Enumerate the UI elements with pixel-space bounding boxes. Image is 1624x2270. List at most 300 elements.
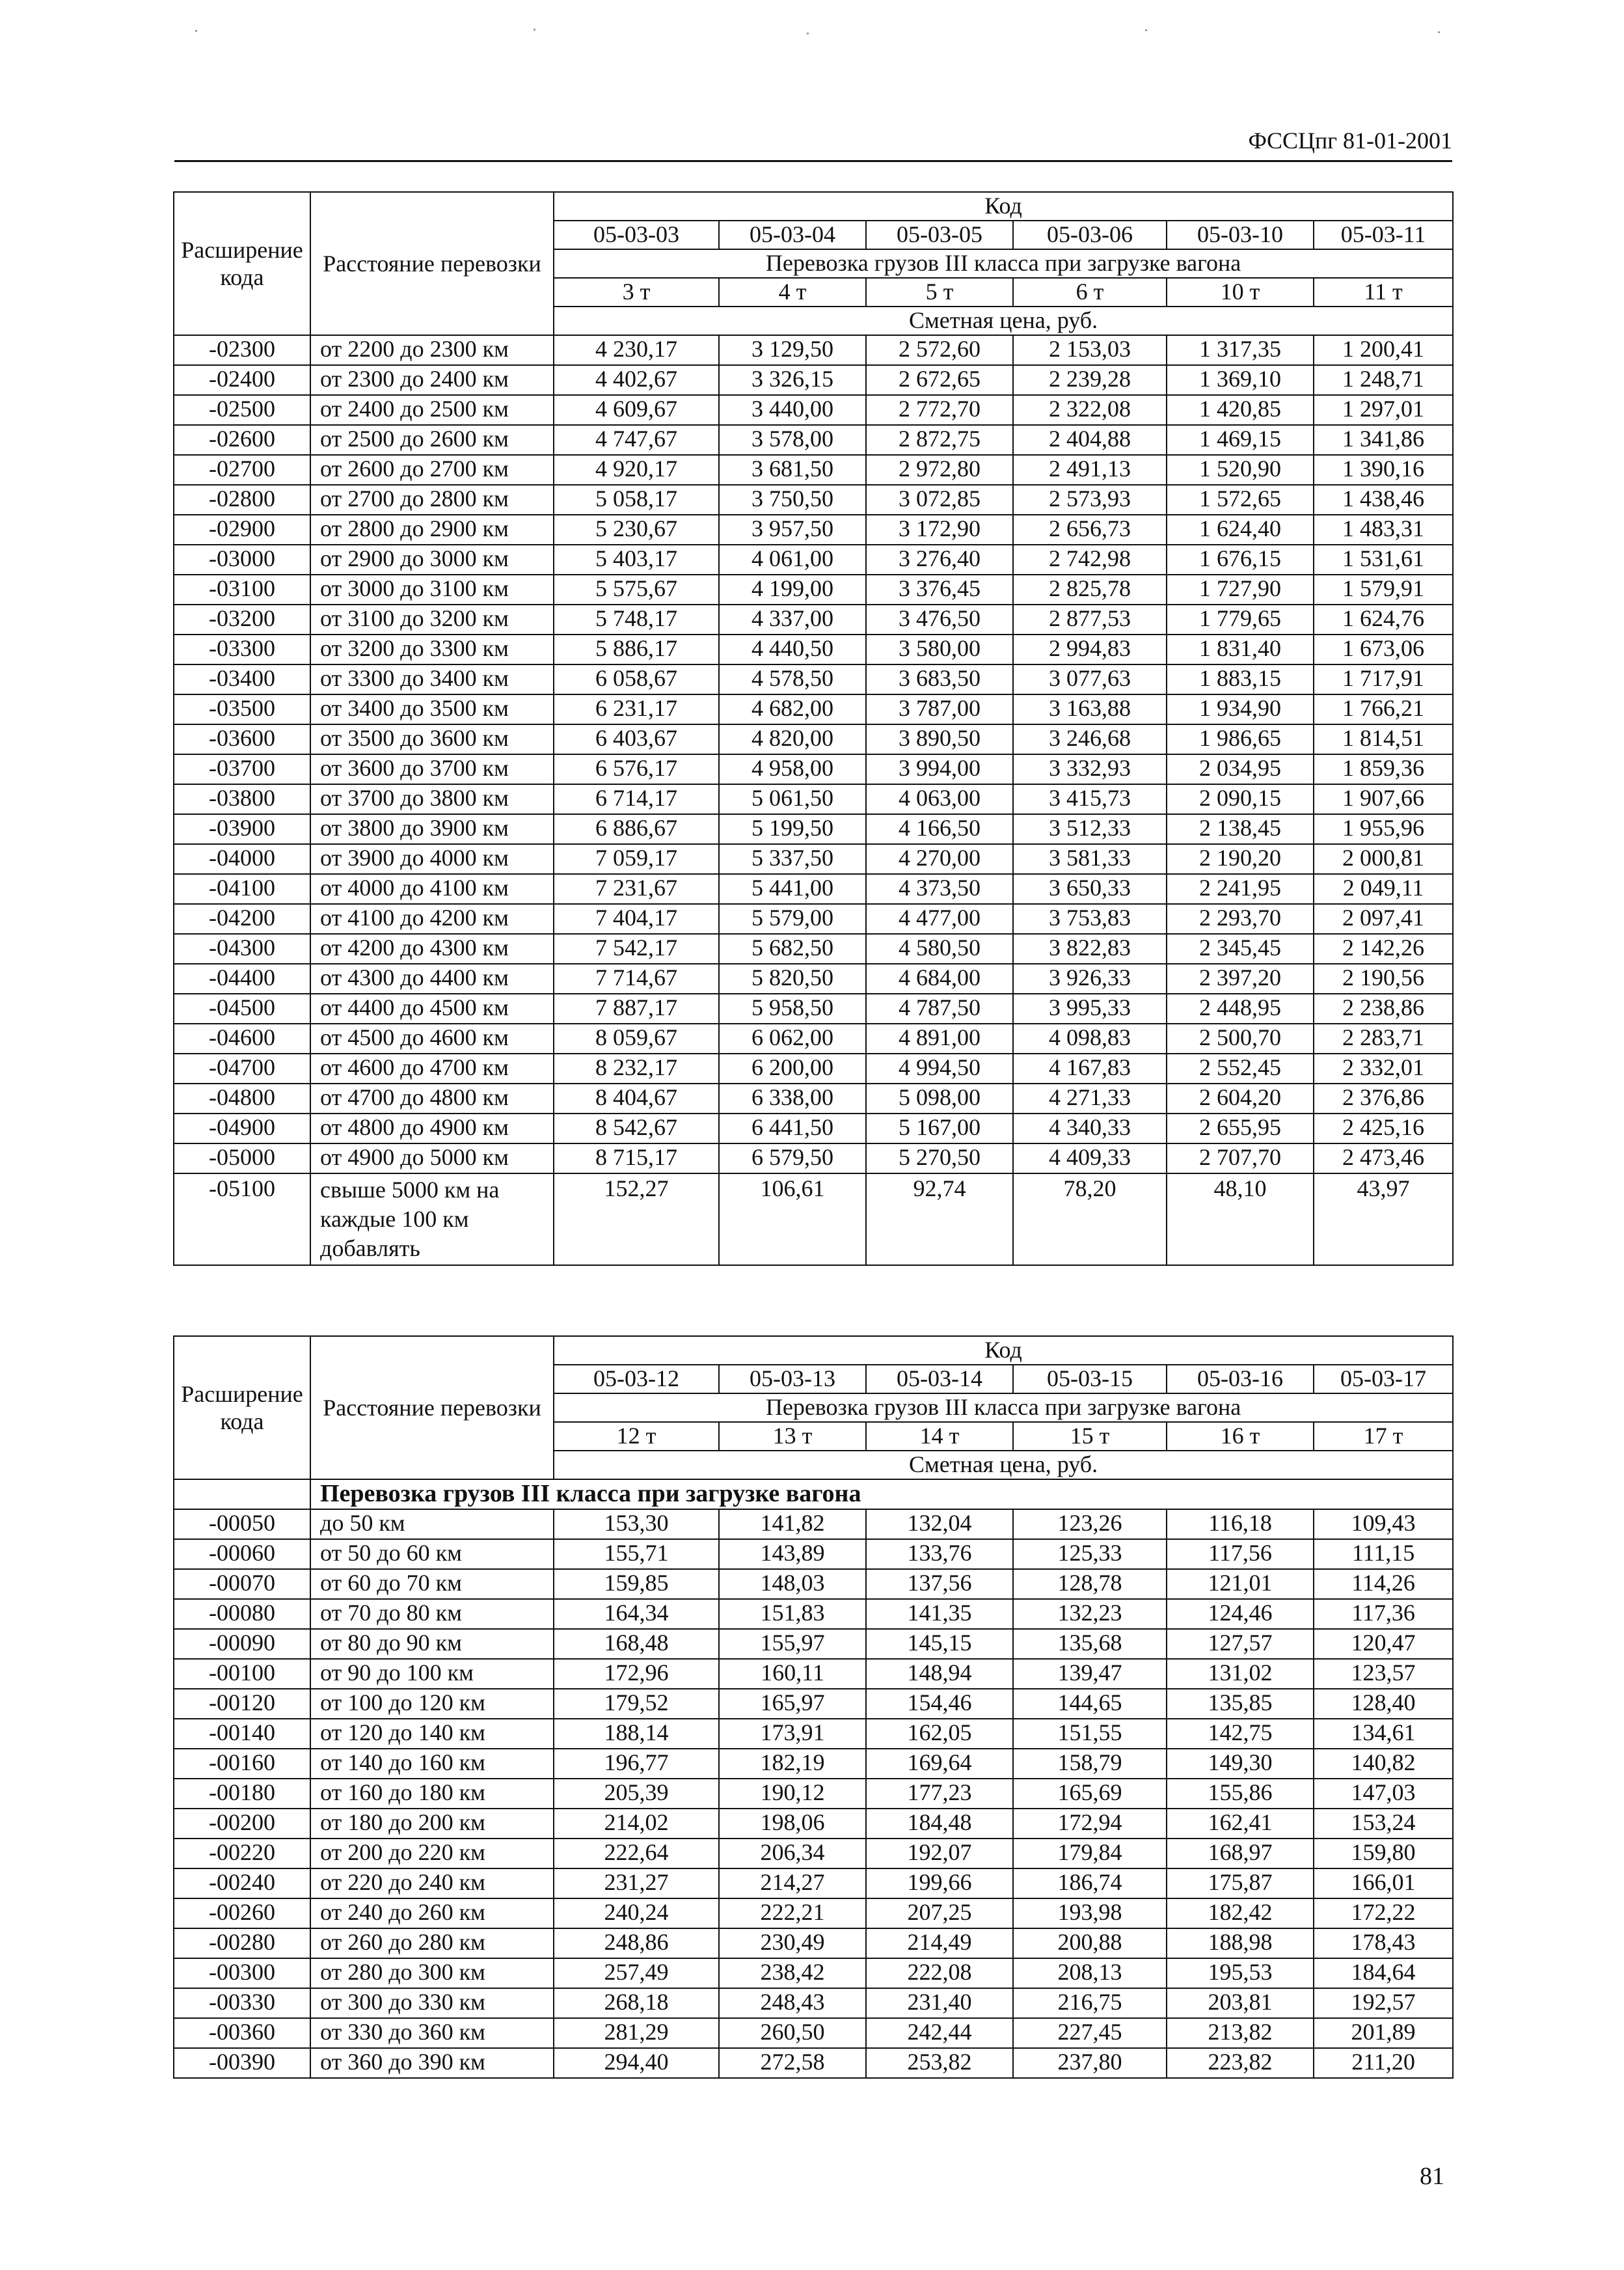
- price-cell: 125,33: [1013, 1539, 1167, 1569]
- price-cell: 6 062,00: [719, 1024, 866, 1054]
- price-cell: 164,34: [554, 1599, 719, 1629]
- price-cell: 2 293,70: [1167, 904, 1314, 934]
- price-cell: 1 520,90: [1167, 455, 1314, 485]
- price-cell: 2 190,56: [1314, 964, 1453, 994]
- price-cell: 2 322,08: [1013, 395, 1167, 425]
- load-cell: 16 т: [1167, 1422, 1314, 1451]
- scan-speck: [1438, 31, 1440, 33]
- price-cell: 4 271,33: [1013, 1084, 1167, 1114]
- price-cell: 222,21: [719, 1898, 866, 1928]
- price-cell: 193,98: [1013, 1898, 1167, 1928]
- price-cell: 1 717,91: [1314, 664, 1453, 694]
- code-extension-cell: -05100: [174, 1173, 310, 1265]
- price-cell: 162,05: [866, 1719, 1013, 1749]
- distance-cell: от 3400 до 3500 км: [310, 694, 554, 724]
- code-extension-cell: -03800: [174, 784, 310, 814]
- code-extension-cell: -02800: [174, 485, 310, 515]
- price-cell: 4 063,00: [866, 784, 1013, 814]
- code-header: Код: [554, 192, 1453, 221]
- price-cell: 1 727,90: [1167, 575, 1314, 605]
- price-cell: 2 142,26: [1314, 934, 1453, 964]
- table-row: [174, 425, 1453, 455]
- code-extension-cell: -02900: [174, 515, 310, 545]
- price-cell: 1 673,06: [1314, 635, 1453, 664]
- price-cell: 6 886,67: [554, 814, 719, 844]
- load-cell: 17 т: [1314, 1422, 1453, 1451]
- price-cell: 242,44: [866, 2018, 1013, 2048]
- price-cell: 2 500,70: [1167, 1024, 1314, 1054]
- transport-header: Перевозка грузов III класса при загрузке вагона: [554, 249, 1453, 278]
- price-cell: 2 138,45: [1167, 814, 1314, 844]
- price-cell: 5 820,50: [719, 964, 866, 994]
- price-cell: 2 742,98: [1013, 545, 1167, 575]
- price-cell: 135,68: [1013, 1629, 1167, 1659]
- price-cell: 4 199,00: [719, 575, 866, 605]
- price-cell: 294,40: [554, 2048, 719, 2078]
- distance-cell: от 3000 до 3100 км: [310, 575, 554, 605]
- price-cell: 184,64: [1314, 1958, 1453, 1988]
- price-cell: 8 542,67: [554, 1114, 719, 1143]
- price-cell: 192,07: [866, 1839, 1013, 1868]
- header-row: [174, 1336, 1453, 1365]
- price-cell: 203,81: [1167, 1988, 1314, 2018]
- price-cell: 2 425,16: [1314, 1114, 1453, 1143]
- price-cell: 3 376,45: [866, 575, 1013, 605]
- price-cell: 4 061,00: [719, 545, 866, 575]
- code-extension-cell: -03000: [174, 545, 310, 575]
- table-row: [174, 1114, 1453, 1143]
- price-cell: 6 338,00: [719, 1084, 866, 1114]
- table-row: [174, 1958, 1453, 1988]
- price-cell: 2 448,95: [1167, 994, 1314, 1024]
- price-cell: 123,57: [1314, 1659, 1453, 1689]
- price-cell: 5 886,17: [554, 635, 719, 664]
- distance-cell: от 300 до 330 км: [310, 1988, 554, 2018]
- price-cell: 2 190,20: [1167, 844, 1314, 874]
- price-cell: 216,75: [1013, 1988, 1167, 2018]
- code-extension-cell: -03500: [174, 694, 310, 724]
- price-cell: 4 409,33: [1013, 1143, 1167, 1173]
- price-cell: 227,45: [1013, 2018, 1167, 2048]
- distance-cell: от 4700 до 4800 км: [310, 1084, 554, 1114]
- price-cell: 179,52: [554, 1689, 719, 1719]
- price-cell: 2 000,81: [1314, 844, 1453, 874]
- price-cell: 147,03: [1314, 1779, 1453, 1809]
- table-row: [174, 1898, 1453, 1928]
- distance-cell: от 80 до 90 км: [310, 1629, 554, 1659]
- price-cell: 2 049,11: [1314, 874, 1453, 904]
- price-cell: 2 655,95: [1167, 1114, 1314, 1143]
- price-cell: 6 058,67: [554, 664, 719, 694]
- price-cell: 4 994,50: [866, 1054, 1013, 1084]
- price-cell: 4 891,00: [866, 1024, 1013, 1054]
- distance-cell: от 2400 до 2500 км: [310, 395, 554, 425]
- price-cell: 7 059,17: [554, 844, 719, 874]
- price-cell: 111,15: [1314, 1539, 1453, 1569]
- price-cell: 120,47: [1314, 1629, 1453, 1659]
- price-cell: 4 580,50: [866, 934, 1013, 964]
- distance-cell: от 2900 до 3000 км: [310, 545, 554, 575]
- price-cell: 151,83: [719, 1599, 866, 1629]
- price-cell: 237,80: [1013, 2048, 1167, 2078]
- distance-cell: от 60 до 70 км: [310, 1569, 554, 1599]
- section-empty-cell: [174, 1479, 310, 1509]
- distance-cell: от 100 до 120 км: [310, 1689, 554, 1719]
- code-extension-cell: -04400: [174, 964, 310, 994]
- page-header: [174, 121, 1452, 162]
- code-extension-cell: -00070: [174, 1569, 310, 1599]
- distance-cell: от 2500 до 2600 км: [310, 425, 554, 455]
- price-cell: 6 441,50: [719, 1114, 866, 1143]
- price-cell: 1 883,15: [1167, 664, 1314, 694]
- price-cell: 182,42: [1167, 1898, 1314, 1928]
- distance-cell: от 2600 до 2700 км: [310, 455, 554, 485]
- price-cell: 184,48: [866, 1809, 1013, 1839]
- price-cell: 2 707,70: [1167, 1143, 1314, 1173]
- price-cell: 5 441,00: [719, 874, 866, 904]
- price-cell: 231,40: [866, 1988, 1013, 2018]
- price-cell: 211,20: [1314, 2048, 1453, 2078]
- price-cell: 198,06: [719, 1809, 866, 1839]
- distance-cell: от 4900 до 5000 км: [310, 1143, 554, 1173]
- price-cell: 2 283,71: [1314, 1024, 1453, 1054]
- price-cell: 222,64: [554, 1839, 719, 1868]
- code-extension-cell: -00090: [174, 1629, 310, 1659]
- price-cell: 2 972,80: [866, 455, 1013, 485]
- price-cell: 132,23: [1013, 1599, 1167, 1629]
- price-cell: 205,39: [554, 1779, 719, 1809]
- price-cell: 6 579,50: [719, 1143, 866, 1173]
- price-cell: 168,97: [1167, 1839, 1314, 1868]
- code-extension-cell: -03700: [174, 754, 310, 784]
- table-row: [174, 1839, 1453, 1868]
- price-cell: 268,18: [554, 1988, 719, 2018]
- col-header-distance: Расстояние перевозки: [310, 192, 554, 335]
- table-row: [174, 1779, 1453, 1809]
- code-extension-cell: -00140: [174, 1719, 310, 1749]
- price-cell: 1 579,91: [1314, 575, 1453, 605]
- table-row: [174, 635, 1453, 664]
- code-extension-cell: -02400: [174, 365, 310, 395]
- price-cell: 154,46: [866, 1689, 1013, 1719]
- price-cell: 2 239,28: [1013, 365, 1167, 395]
- price-table-1: [173, 191, 1454, 1266]
- price-cell: 139,47: [1013, 1659, 1167, 1689]
- table-row: [174, 1629, 1453, 1659]
- price-cell: 281,29: [554, 2018, 719, 2048]
- price-cell: 6 714,17: [554, 784, 719, 814]
- price-cell: 2 332,01: [1314, 1054, 1453, 1084]
- price-cell: 222,08: [866, 1958, 1013, 1988]
- price-cell: 3 440,00: [719, 395, 866, 425]
- price-cell: 1 955,96: [1314, 814, 1453, 844]
- code-extension-cell: -00050: [174, 1509, 310, 1539]
- code-extension-cell: -03900: [174, 814, 310, 844]
- table-row: [174, 1749, 1453, 1779]
- price-cell: 4 270,00: [866, 844, 1013, 874]
- distance-cell: от 140 до 160 км: [310, 1749, 554, 1779]
- price-cell: 168,48: [554, 1629, 719, 1659]
- price-cell: 78,20: [1013, 1173, 1167, 1265]
- table-row: [174, 335, 1453, 365]
- price-cell: 173,91: [719, 1719, 866, 1749]
- price-cell: 182,19: [719, 1749, 866, 1779]
- distance-cell: от 4100 до 4200 км: [310, 904, 554, 934]
- price-cell: 1 420,85: [1167, 395, 1314, 425]
- distance-cell: от 160 до 180 км: [310, 1779, 554, 1809]
- price-cell: 1 438,46: [1314, 485, 1453, 515]
- price-cell: 121,01: [1167, 1569, 1314, 1599]
- document-code: ФССЦпг 81-01-2001: [1248, 128, 1452, 154]
- table-row: [174, 724, 1453, 754]
- price-cell: 3 890,50: [866, 724, 1013, 754]
- price-cell: 117,56: [1167, 1539, 1314, 1569]
- price-cell: 2 877,53: [1013, 605, 1167, 635]
- price-cell: 8 404,67: [554, 1084, 719, 1114]
- distance-cell: от 90 до 100 км: [310, 1659, 554, 1689]
- code-cell: 05-03-03: [554, 221, 719, 249]
- price-cell: 175,87: [1167, 1868, 1314, 1898]
- distance-cell: от 3100 до 3200 км: [310, 605, 554, 635]
- scan-speck: [807, 33, 809, 34]
- code-extension-cell: -00300: [174, 1958, 310, 1988]
- col-header-extension: Расширение кода: [174, 1336, 310, 1479]
- price-cell: 1 907,66: [1314, 784, 1453, 814]
- price-cell: 160,11: [719, 1659, 866, 1689]
- price-cell: 2 994,83: [1013, 635, 1167, 664]
- price-cell: 3 750,50: [719, 485, 866, 515]
- price-cell: 153,24: [1314, 1809, 1453, 1839]
- distance-cell: от 240 до 260 км: [310, 1898, 554, 1928]
- price-cell: 3 957,50: [719, 515, 866, 545]
- price-cell: 4 477,00: [866, 904, 1013, 934]
- price-cell: 165,97: [719, 1689, 866, 1719]
- distance-cell: от 3200 до 3300 км: [310, 635, 554, 664]
- price-cell: 1 766,21: [1314, 694, 1453, 724]
- price-cell: 2 097,41: [1314, 904, 1453, 934]
- distance-cell: от 4600 до 4700 км: [310, 1054, 554, 1084]
- price-cell: 3 246,68: [1013, 724, 1167, 754]
- price-cell: 7 404,17: [554, 904, 719, 934]
- scan-speck: [195, 30, 197, 32]
- price-cell: 155,97: [719, 1629, 866, 1659]
- price-cell: 1 248,71: [1314, 365, 1453, 395]
- price-cell: 238,42: [719, 1958, 866, 1988]
- price-cell: 1 831,40: [1167, 635, 1314, 664]
- page-number: 81: [1420, 2163, 1444, 2190]
- price-cell: 117,36: [1314, 1599, 1453, 1629]
- price-cell: 177,23: [866, 1779, 1013, 1809]
- price-cell: 153,30: [554, 1509, 719, 1539]
- table-row: [174, 1143, 1453, 1173]
- price-cell: 133,76: [866, 1539, 1013, 1569]
- price-cell: 179,84: [1013, 1839, 1167, 1868]
- price-cell: 188,14: [554, 1719, 719, 1749]
- price-cell: 3 581,33: [1013, 844, 1167, 874]
- code-cell: 05-03-06: [1013, 221, 1167, 249]
- code-extension-cell: -04100: [174, 874, 310, 904]
- price-cell: 5 575,67: [554, 575, 719, 605]
- col-header-distance: Расстояние перевозки: [310, 1336, 554, 1479]
- price-cell: 207,25: [866, 1898, 1013, 1928]
- table-row: [174, 934, 1453, 964]
- price-cell: 3 994,00: [866, 754, 1013, 784]
- price-cell: 4 166,50: [866, 814, 1013, 844]
- table-row: [174, 1928, 1453, 1958]
- load-cell: 13 т: [719, 1422, 866, 1451]
- price-cell: 8 232,17: [554, 1054, 719, 1084]
- distance-cell: от 3300 до 3400 км: [310, 664, 554, 694]
- code-cell: 05-03-10: [1167, 221, 1314, 249]
- price-cell: 106,61: [719, 1173, 866, 1265]
- price-cell: 116,18: [1167, 1509, 1314, 1539]
- price-cell: 2 572,60: [866, 335, 1013, 365]
- load-cell: 15 т: [1013, 1422, 1167, 1451]
- price-cell: 3 995,33: [1013, 994, 1167, 1024]
- price-cell: 6 576,17: [554, 754, 719, 784]
- price-cell: 159,85: [554, 1569, 719, 1599]
- code-extension-cell: -04800: [174, 1084, 310, 1114]
- price-cell: 6 403,67: [554, 724, 719, 754]
- code-cell: 05-03-15: [1013, 1365, 1167, 1393]
- table-row: [174, 1719, 1453, 1749]
- price-cell: 1 341,86: [1314, 425, 1453, 455]
- table-row: [174, 874, 1453, 904]
- price-cell: 1 317,35: [1167, 335, 1314, 365]
- code-extension-cell: -04900: [174, 1114, 310, 1143]
- code-extension-cell: -00160: [174, 1749, 310, 1779]
- distance-cell: от 4400 до 4500 км: [310, 994, 554, 1024]
- price-cell: 223,82: [1167, 2048, 1314, 2078]
- code-extension-cell: -00100: [174, 1659, 310, 1689]
- price-cell: 4 578,50: [719, 664, 866, 694]
- price-cell: 188,98: [1167, 1928, 1314, 1958]
- price-cell: 5 167,00: [866, 1114, 1013, 1143]
- price-cell: 48,10: [1167, 1173, 1314, 1265]
- price-cell: 172,94: [1013, 1809, 1167, 1839]
- price-cell: 2 672,65: [866, 365, 1013, 395]
- price-cell: 3 332,93: [1013, 754, 1167, 784]
- price-table-2: [173, 1335, 1454, 2079]
- price-cell: 3 276,40: [866, 545, 1013, 575]
- price-cell: 2 404,88: [1013, 425, 1167, 455]
- price-cell: 3 163,88: [1013, 694, 1167, 724]
- price-cell: 5 061,50: [719, 784, 866, 814]
- price-cell: 1 676,15: [1167, 545, 1314, 575]
- price-cell: 151,55: [1013, 1719, 1167, 1749]
- price-cell: 92,74: [866, 1173, 1013, 1265]
- price-cell: 1 200,41: [1314, 335, 1453, 365]
- table-row: [174, 545, 1453, 575]
- price-header: Сметная цена, руб.: [554, 307, 1453, 335]
- code-extension-cell: -04300: [174, 934, 310, 964]
- price-cell: 142,75: [1167, 1719, 1314, 1749]
- price-cell: 3 129,50: [719, 335, 866, 365]
- price-cell: 2 241,95: [1167, 874, 1314, 904]
- price-cell: 3 650,33: [1013, 874, 1167, 904]
- code-extension-cell: -00280: [174, 1928, 310, 1958]
- price-cell: 7 231,67: [554, 874, 719, 904]
- code-extension-cell: -00180: [174, 1779, 310, 1809]
- table-row: [174, 1809, 1453, 1839]
- table-row: [174, 1539, 1453, 1569]
- code-cell: 05-03-16: [1167, 1365, 1314, 1393]
- distance-cell: от 2200 до 2300 км: [310, 335, 554, 365]
- price-cell: 2 552,45: [1167, 1054, 1314, 1084]
- table-row: [174, 455, 1453, 485]
- table-row: [174, 694, 1453, 724]
- table-row: [174, 1509, 1453, 1539]
- price-cell: 3 476,50: [866, 605, 1013, 635]
- price-cell: 1 986,65: [1167, 724, 1314, 754]
- price-cell: 2 397,20: [1167, 964, 1314, 994]
- price-cell: 4 747,67: [554, 425, 719, 455]
- price-cell: 128,78: [1013, 1569, 1167, 1599]
- price-cell: 272,58: [719, 2048, 866, 2078]
- price-cell: 4 167,83: [1013, 1054, 1167, 1084]
- price-cell: 3 753,83: [1013, 904, 1167, 934]
- price-cell: 196,77: [554, 1749, 719, 1779]
- price-cell: 114,26: [1314, 1569, 1453, 1599]
- code-extension-cell: -04700: [174, 1054, 310, 1084]
- price-cell: 8 059,67: [554, 1024, 719, 1054]
- price-cell: 123,26: [1013, 1509, 1167, 1539]
- price-cell: 7 542,17: [554, 934, 719, 964]
- price-cell: 143,89: [719, 1539, 866, 1569]
- price-cell: 231,27: [554, 1868, 719, 1898]
- distance-cell: свыше 5000 км на каждые 100 км добавлять: [310, 1173, 554, 1265]
- code-extension-cell: -04000: [174, 844, 310, 874]
- price-cell: 192,57: [1314, 1988, 1453, 2018]
- code-cell: 05-03-05: [866, 221, 1013, 249]
- price-cell: 1 297,01: [1314, 395, 1453, 425]
- price-cell: 2 473,46: [1314, 1143, 1453, 1173]
- price-cell: 7 887,17: [554, 994, 719, 1024]
- code-extension-cell: -00390: [174, 2048, 310, 2078]
- table-row: [174, 784, 1453, 814]
- table-row: [174, 575, 1453, 605]
- distance-cell: от 330 до 360 км: [310, 2018, 554, 2048]
- code-cell: 05-03-14: [866, 1365, 1013, 1393]
- price-cell: 134,61: [1314, 1719, 1453, 1749]
- price-cell: 148,94: [866, 1659, 1013, 1689]
- price-cell: 5 403,17: [554, 545, 719, 575]
- price-cell: 2 376,86: [1314, 1084, 1453, 1114]
- header-row: [174, 192, 1453, 221]
- price-cell: 248,86: [554, 1928, 719, 1958]
- distance-cell: от 3800 до 3900 км: [310, 814, 554, 844]
- price-cell: 1 369,10: [1167, 365, 1314, 395]
- price-cell: 5 748,17: [554, 605, 719, 635]
- distance-cell: от 50 до 60 км: [310, 1539, 554, 1569]
- price-cell: 137,56: [866, 1569, 1013, 1599]
- price-cell: 1 934,90: [1167, 694, 1314, 724]
- price-cell: 131,02: [1167, 1659, 1314, 1689]
- price-cell: 5 682,50: [719, 934, 866, 964]
- price-cell: 1 572,65: [1167, 485, 1314, 515]
- price-cell: 7 714,67: [554, 964, 719, 994]
- table-row: [174, 1988, 1453, 2018]
- price-cell: 4 337,00: [719, 605, 866, 635]
- col-header-extension: Расширение кода: [174, 192, 310, 335]
- price-cell: 3 415,73: [1013, 784, 1167, 814]
- table-row: [174, 814, 1453, 844]
- price-cell: 109,43: [1314, 1509, 1453, 1539]
- price-cell: 3 681,50: [719, 455, 866, 485]
- code-extension-cell: -04500: [174, 994, 310, 1024]
- price-cell: 240,24: [554, 1898, 719, 1928]
- distance-cell: от 70 до 80 км: [310, 1599, 554, 1629]
